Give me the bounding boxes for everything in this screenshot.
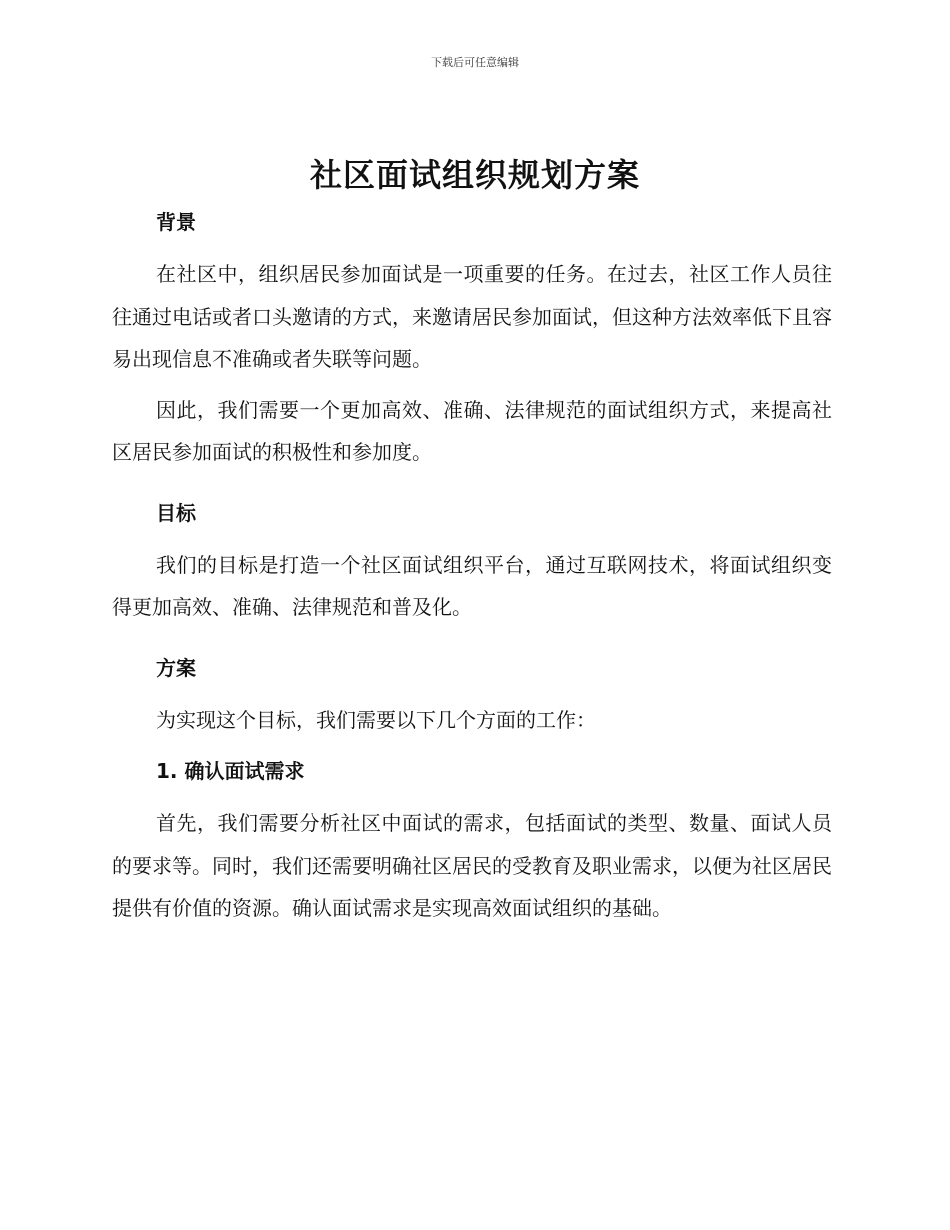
plan-paragraph: 为实现这个目标，我们需要以下几个方面的工作： (156, 707, 596, 732)
section-heading-plan: 方案 (156, 655, 196, 680)
section-heading-goal: 目标 (156, 500, 196, 525)
section-heading-confirm-needs: 1. 确认面试需求 (156, 759, 305, 783)
section-heading-background: 背景 (156, 210, 196, 234)
confirm-needs-paragraph: 首先，我们需要分析社区中面试的需求，包括面试的类型、数量、面试人员的要求等。同时，我们还需要明确社区居民的受教育及职业需求，以便为社区居民提供有价值的资源。确认面试需求是实现高效面试组织的基础。 (112, 811, 832, 920)
goal-paragraph: 我们的目标是打造一个社区面试组织平台，通过互联网技术，将面试组织变得更加高效、准确、法律规范和普及化。 (112, 552, 832, 619)
header-note: 下载后可任意编辑 (431, 56, 519, 69)
document-title: 社区面试组织规划方案 (309, 156, 640, 194)
background-paragraph-2: 因此，我们需要一个更加高效、准确、法律规范的面试组织方式，来提高社区居民参加面试的积极性和参加度。 (112, 397, 832, 464)
background-paragraph-1: 在社区中，组织居民参加面试是一项重要的任务。在过去，社区工作人员往往通过电话或者口头邀请的方式，来邀请居民参加面试，但这种方法效率低下且容易出现信息不准确或者失联等问题。 (112, 262, 832, 371)
document-body (112, 200, 832, 930)
